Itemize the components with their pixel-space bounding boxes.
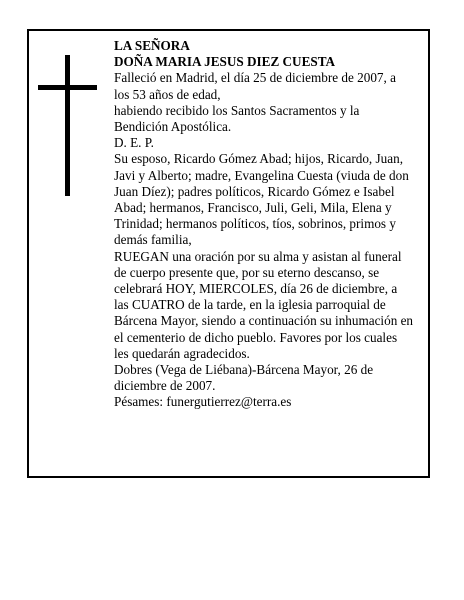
funeral-request: RUEGAN una oración por su alma y asistan al funeral de cuerpo presente que, por su eterno descanso, se celebrará HOY, MIERCOLES, día 26 de diciembre, a las CUATRO de la tarde, en la iglesia parroquial de Bárcena Mayor, siendo a continuación su inhumación en el cementerio de dicho pueblo. Favores por los cuales les quedarán agradecidos. xyxy=(114,248,414,361)
condolences-line: Pésames: funergutierrez@terra.es xyxy=(114,394,292,410)
sacraments-info: habiendo recibido los Santos Sacramentos y la Bendición Apostólica. xyxy=(114,102,360,135)
cross-icon-vertical-bar xyxy=(65,55,70,196)
cross-icon-horizontal-bar xyxy=(38,85,97,90)
death-info: Falleció en Madrid, el día 25 de diciembre de 2007, a los 53 años de edad, xyxy=(114,70,396,102)
deceased-name: DOÑA MARIA JESUS DIEZ CUESTA xyxy=(114,54,336,70)
heading: LA SEÑORA xyxy=(114,38,190,53)
dep-line: D. E. P. xyxy=(114,135,154,151)
place-date: Dobres (Vega de Liébana)-Bárcena Mayor, 26 de diciembre de 2007. xyxy=(114,362,374,394)
obituary-text xyxy=(114,38,414,411)
family-list: Su esposo, Ricardo Gómez Abad; hijos, Ricardo, Juan, Javi y Alberto; madre, Evangelina Cuesta (viuda de don Juan Díez); padres políticos, Ricardo Gómez e Isabel Abad; hermanos, Francisco, Juli, Geli, Mila, Elena y Trinidad; hermanos políticos, tíos, sobrinos, primos y demás familia, xyxy=(114,151,409,248)
